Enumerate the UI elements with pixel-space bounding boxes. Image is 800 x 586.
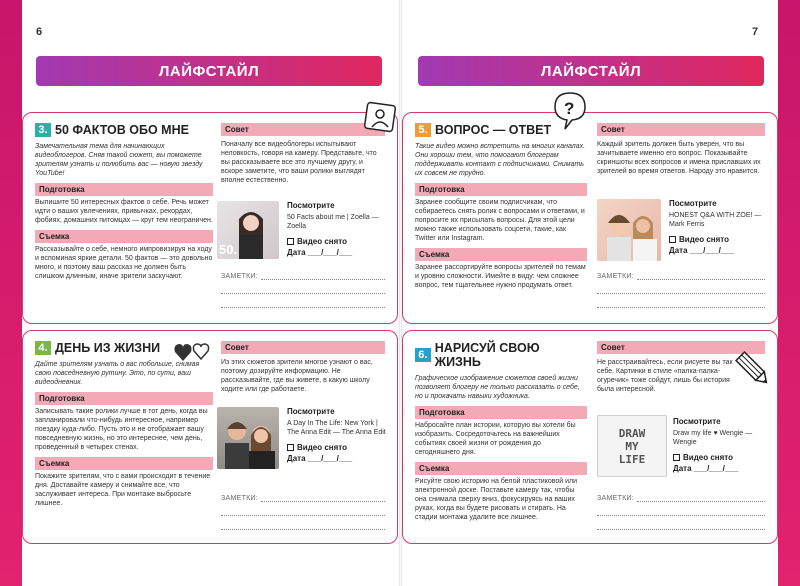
tip-text: Каждый зритель должен быть уверен, что вы зачитываете именно его вопрос. Показывайте скриншоты всех вопросов и имена приславших их зрителей во время ответов. Народу это нравится. xyxy=(597,141,761,175)
thumbnail-couple-icon xyxy=(217,407,279,469)
filmed-label: Видео снято xyxy=(679,235,729,244)
card-title-text: ВОПРОС — ОТВЕТ xyxy=(435,123,552,137)
card-intro: Графическое изображение сюжетов своей жизни позволяет блогеру не только рассказать о себе, но и прокачать навыки художника. xyxy=(415,375,580,400)
card-title-text: ДЕНЬ ИЗ ЖИЗНИ xyxy=(55,341,161,355)
video-thumbnail xyxy=(597,415,667,477)
filmed-checkbox[interactable] xyxy=(673,454,680,461)
shoot-text: Рассказывайте о себе, немного импровизируя на ходу и вспоминая яркие детали. 50 фактов — это довольно много, и поэтому ваш рассказ не должен быть слишком длинным, иначе зрители заскучают. xyxy=(35,246,213,280)
notes-line[interactable] xyxy=(221,508,385,516)
card-number: 5. xyxy=(415,123,431,137)
watch-video-title: 50 Facts about me | Zoella — Zoella xyxy=(287,214,379,230)
shoot-heading: Съемка xyxy=(35,457,213,470)
notes-line[interactable] xyxy=(221,300,385,308)
notes-line[interactable] xyxy=(637,494,765,502)
thumbnail-caption: 50. xyxy=(219,242,238,257)
idea-card-draw-my-life xyxy=(402,330,778,544)
notes-line[interactable] xyxy=(221,522,385,530)
date-field[interactable]: Дата ___/___/___ xyxy=(669,246,735,255)
video-thumbnail xyxy=(217,201,279,259)
shoot-heading: Съемка xyxy=(415,248,587,261)
watch-video-title: Draw my life ♥ Wengie — Wengie xyxy=(673,430,753,446)
video-thumbnail xyxy=(597,199,661,261)
shoot-heading: Съемка xyxy=(415,462,587,475)
svg-text:?: ? xyxy=(564,99,575,118)
card-intro: Замечательная тема для начинающих видеоблогеров. Сняв такой сюжет, вы поможете зрителям узнать и полюбить вас — новую звезду YouTube! xyxy=(35,143,203,177)
prep-heading: Подготовка xyxy=(415,406,587,419)
card-intro: Дайте зрителям узнать о вас побольше, снимая свою повседневную рутину. Это, по сути, ваш видеодневник. xyxy=(35,361,200,386)
video-thumbnail xyxy=(217,407,279,469)
shoot-heading: Съемка xyxy=(35,230,213,243)
question-bubble-icon xyxy=(553,91,587,131)
shoot-text: Рисуйте свою историю на белой пластиковой или электронной доске. Поставьте камеру так, чтобы она снимала сверху вниз, фокусируясь на ваших руках, когда вы будете рисовать и стирать. На стадии монтажа удалите все лишнее. xyxy=(415,478,578,521)
notes-label: ЗАМЕТКИ: xyxy=(221,495,259,502)
filmed-label: Видео снято xyxy=(297,237,347,246)
card-number: 3. xyxy=(35,123,51,137)
left-page-number: 6 xyxy=(36,26,43,38)
filmed-checkbox-row[interactable] xyxy=(287,443,387,452)
prep-heading: Подготовка xyxy=(415,183,587,196)
tip-text: Из этих сюжетов зрители многое узнают о вас, поэтому дозируйте информацию. Не рассказывайте, где вы живете, в какую школу ходите или где работаете. xyxy=(221,359,373,393)
tip-heading: Совет xyxy=(221,123,385,136)
left-section-banner: ЛАЙФСТАЙЛ xyxy=(36,56,382,86)
shoot-text: Заранее рассортируйте вопросы зрителей по темам и уровню сложности. Имейте в виду: чем сложнее вопрос, тем тщательнее нужно продумать ответ. xyxy=(415,264,586,289)
filmed-checkbox[interactable] xyxy=(669,236,676,243)
idea-card-qa xyxy=(402,99,778,324)
left-page-edge xyxy=(0,0,22,586)
prep-heading: Подготовка xyxy=(35,183,213,196)
date-field[interactable]: Дата ___/___/___ xyxy=(673,464,739,473)
tip-heading: Совет xyxy=(597,341,765,354)
tip-heading: Совет xyxy=(221,341,385,354)
watch-video-title: A Day In The Life: New York | The Anna Edit — The Anna Edit xyxy=(287,420,386,436)
notes-line[interactable] xyxy=(597,300,765,308)
notes-line[interactable] xyxy=(261,494,385,502)
prep-text: Набросайте план истории, которую вы хотели бы изобразить. Сосредоточьтесь на важнейших событиях своей жизни от рождения до сегодняшнего дня. xyxy=(415,422,576,456)
hearts-icon xyxy=(173,339,213,365)
watch-heading: Посмотрите xyxy=(287,407,335,416)
thumbnail-caption: DRAW MY LIFE xyxy=(618,426,646,466)
notes-line[interactable] xyxy=(597,522,765,530)
idea-card-50-facts xyxy=(22,112,398,324)
filmed-label: Видео снято xyxy=(297,443,347,452)
card-title-text: 50 ФАКТОВ ОБО МНЕ xyxy=(55,123,189,137)
card-title xyxy=(35,123,213,137)
card-number: 6. xyxy=(415,348,431,362)
right-section-banner: ЛАЙФСТАЙЛ xyxy=(418,56,764,86)
notes-label: ЗАМЕТКИ: xyxy=(221,273,259,280)
card-title xyxy=(415,341,587,369)
prep-heading: Подготовка xyxy=(35,392,213,405)
filmed-checkbox[interactable] xyxy=(287,444,294,451)
date-field[interactable]: Дата ___/___/___ xyxy=(287,454,353,463)
filmed-checkbox-row[interactable] xyxy=(287,237,387,246)
notes-line[interactable] xyxy=(637,272,765,280)
notes-line[interactable] xyxy=(597,508,765,516)
notes-line[interactable] xyxy=(261,272,385,280)
idea-card-day-in-life xyxy=(22,330,398,544)
notes-line[interactable] xyxy=(597,286,765,294)
prep-text: Выпишите 50 интересных фактов о себе. Речь может идти о ваших увлечениях, привычках, рекордах, фобиях, домашних питомцах — круг тем неограничен. xyxy=(35,199,213,224)
notes-line[interactable] xyxy=(221,286,385,294)
filmed-checkbox-row[interactable] xyxy=(673,453,769,462)
watch-heading: Посмотрите xyxy=(287,201,335,210)
watch-video-title: HONEST Q&A WITH ZOE! — Mark Ferris xyxy=(669,212,762,228)
thumbnail-couple-icon xyxy=(597,199,661,261)
card-intro: Такие видео можно встретить на многих каналах. Они хороши тем, что помогают блогерам поддерживать контакт с подписчиками. Снимать их совсем не трудно. xyxy=(415,143,586,177)
tip-heading: Совет xyxy=(597,123,765,136)
tip-text: Не расстраивайтесь, если рисуете вы так себе. Картинки в стиле «палка-палка-огуречик» тоже сойдут, лишь бы история была интересной. xyxy=(597,359,733,393)
person-frame-icon xyxy=(363,101,399,135)
filmed-checkbox-row[interactable] xyxy=(669,235,769,244)
filmed-checkbox[interactable] xyxy=(287,238,294,245)
card-title-text: НАРИСУЙ СВОЮ ЖИЗНЬ xyxy=(434,341,540,369)
notes-label: ЗАМЕТКИ: xyxy=(597,273,635,280)
tip-text: Поначалу все видеоблогеры испытывают неловкость, говоря на камеру. Представьте, что вы рассказываете все это лучшему другу, и вскоре заметите, что ваши ролики выглядят вполне естественно. xyxy=(221,141,377,184)
watch-heading: Посмотрите xyxy=(673,417,721,426)
card-number: 4. xyxy=(35,341,51,355)
notes-label: ЗАМЕТКИ: xyxy=(597,495,635,502)
filmed-label: Видео снято xyxy=(683,453,733,462)
watch-heading: Посмотрите xyxy=(669,199,717,208)
right-page-edge xyxy=(778,0,800,586)
pencil-icon xyxy=(733,349,773,389)
right-page-number: 7 xyxy=(752,26,759,38)
prep-text: Записывать такие ролики лучше в тот день, когда вы запланировали что-нибудь интересное, например поездку куда-либо. Пусть это и не отображает вашу повседневную жизнь, но это интереснее, чем день, проведенный в четырех стенах. xyxy=(35,408,208,451)
shoot-text: Покажите зрителям, что с вами происходит в течение дня. Доставайте камеру и снимайте все, что заслуживает интереса. При монтаже выбросьте лишнее. xyxy=(35,473,211,507)
prep-text: Заранее сообщите своим подписчикам, что собираетесь снять ролик с вопросами и ответами, и попросите их присылать вопросы. Для этой цели можно также использовать соцсети, такие, как Twitter или Instagram. xyxy=(415,199,585,242)
date-field[interactable]: Дата ___/___/___ xyxy=(287,248,353,257)
